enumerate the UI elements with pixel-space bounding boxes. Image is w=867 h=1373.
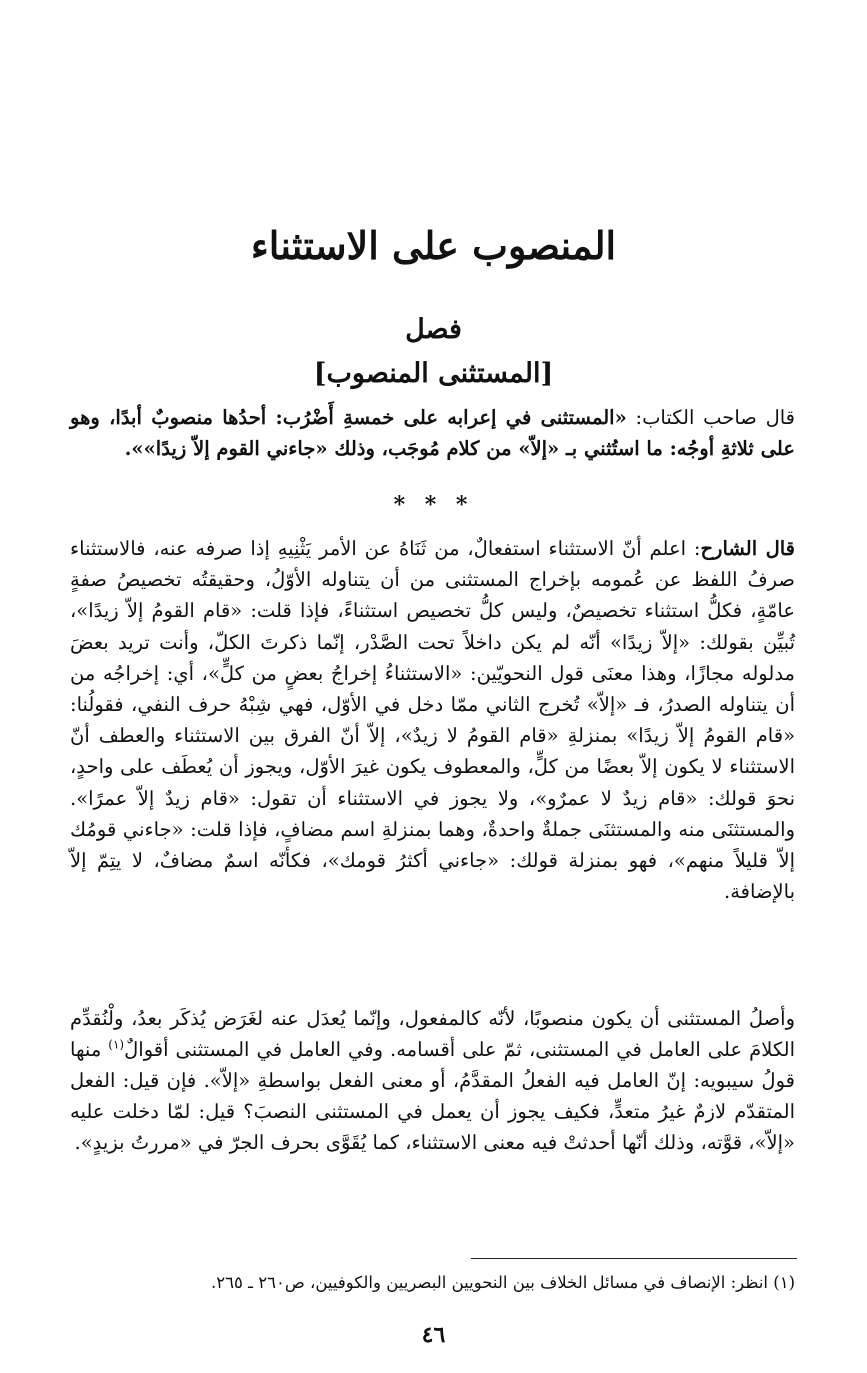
body-paragraph bbox=[70, 1003, 795, 1158]
section-subtitle: [المستثنى المنصوب] bbox=[313, 358, 554, 389]
footnote-divider bbox=[471, 1258, 797, 1259]
body-text-start: وأصلُ المستثنى أن يكون منصوبًا، لأنّه كالمفعول، وإنّما يُعدَل عنه لغَرَض يُذكَر بعدُ، ولْنُقدِّم الكلامَ على العامل في المستثنى، ثمّ على أقسامه. وفي العامل في المستثنى أقوالٌ bbox=[70, 1007, 795, 1061]
body-text-end: منها قولُ سيبويه: إنّ العامل فيه الفعلُ المقدَّمُ، أو معنى الفعل بواسطةِ «إلاّ». فإن قيل: الفعل المتقدّم لازمٌ غيرُ متعدٍّ، فكيف يجوز أن يعمل في المستثنى النصبَ؟ قيل: لمّا دخلت عليه «إلاّ»، قوَّته، وذلك أنّها أحدثتْ فيه معنى الاستثناء، كما يُقَوَّى بحرف الجرّ في «مررتُ بزيدٍ». bbox=[70, 1038, 795, 1154]
footnote-reference[interactable]: (١) bbox=[108, 1037, 125, 1052]
matn-paragraph bbox=[70, 402, 795, 464]
chapter-title: المنصوب على الاستثناء bbox=[250, 223, 617, 268]
commentary-text: : اعلم أنّ الاستثناء استفعالٌ، من ثَنَاهُ عن الأمر يَثْنِيهِ إذا صرفه عنه، فالاستثناء صرفُ اللفظ عن عُمومه بإخراج المستثنى من أن يتناوله الأوّلُ، وحقيقتُه تخصيصُ صفةٍ عامّةٍ، فكلُّ استثناء تخصيصٌ، وليس كلُّ تخصيص استثناءً، فإذا قلت: «قام القومُ إلاّ زيدًا»، تُبيِّن بقولك: «إلاّ زيدًا» أنّه لم يكن داخلاً تحت الصَّدْر، إنّما ذكرتَ الكلّ، وأنت تريد بعضَ مدلوله مجازًا، وهذا معنَى قول النحويّين: «الاستثناءُ إخراجُ بعضٍ من كلٍّ»، أي: إخراجُه من أن يتناوله الصدرُ، فـ «إلاّ» تُخرج الثاني ممّا دخل في الأوّل، فهي شِبْهُ حرف النفي، فقولُنا: «قام القومُ إلاّ زيدًا» بمنزلةِ «قام القومُ لا زيدٌ»، إلاّ أنّ الفرق بين الاستثناء والعطف أنّ الاستثناء لا يكون إلاّ بعضًا من كلٍّ، والمعطوف يكون غيرَ الأوّل، ويجوز أن يُعطَف على واحدٍ، نحوَ قولك: «قام زيدٌ لا عمرٌو»، ولا يجوز في الاستثناء أن تقول: «قام زيدٌ إلاّ عمرًا». والمستثنَى منه والمستثنَى جملةٌ واحدةٌ، وهما بمنزلةِ اسم مضافٍ، فإذا قلت: «جاءني قومُك إلاّ قليلاً منهم»، فهو بمنزلة قولك: «جاءني أكثرُ قومك»، فكأنّه اسمٌ مضافٌ، لا يتِمّ إلاّ بالإضافة. bbox=[70, 537, 795, 904]
section-separator: * * * bbox=[393, 492, 474, 518]
footnote: (١) انظر: الإنصاف في مسائل الخلاف بين النحويين البصريين والكوفيين، ص٢٦٠ ـ ٢٦٥. bbox=[211, 1273, 795, 1292]
section-label: فصل bbox=[405, 314, 462, 345]
commentary-label: قال الشارح bbox=[700, 537, 796, 560]
matn-intro: قال صاحب الكتاب: bbox=[626, 406, 795, 429]
matn-quote: «المستثنى في إعرابه على خمسةِ أَضْرُب: أحدُها منصوبٌ أبدًا، وهو على ثلاثةِ أوجُه: ما استُثني بـ «إلاّ» من كلام مُوجَب، وذلك «جاءني القوم إلاّ زيدًا»». bbox=[70, 406, 795, 460]
page-number: ٤٦ bbox=[421, 1322, 446, 1348]
commentary-paragraph bbox=[70, 533, 795, 907]
